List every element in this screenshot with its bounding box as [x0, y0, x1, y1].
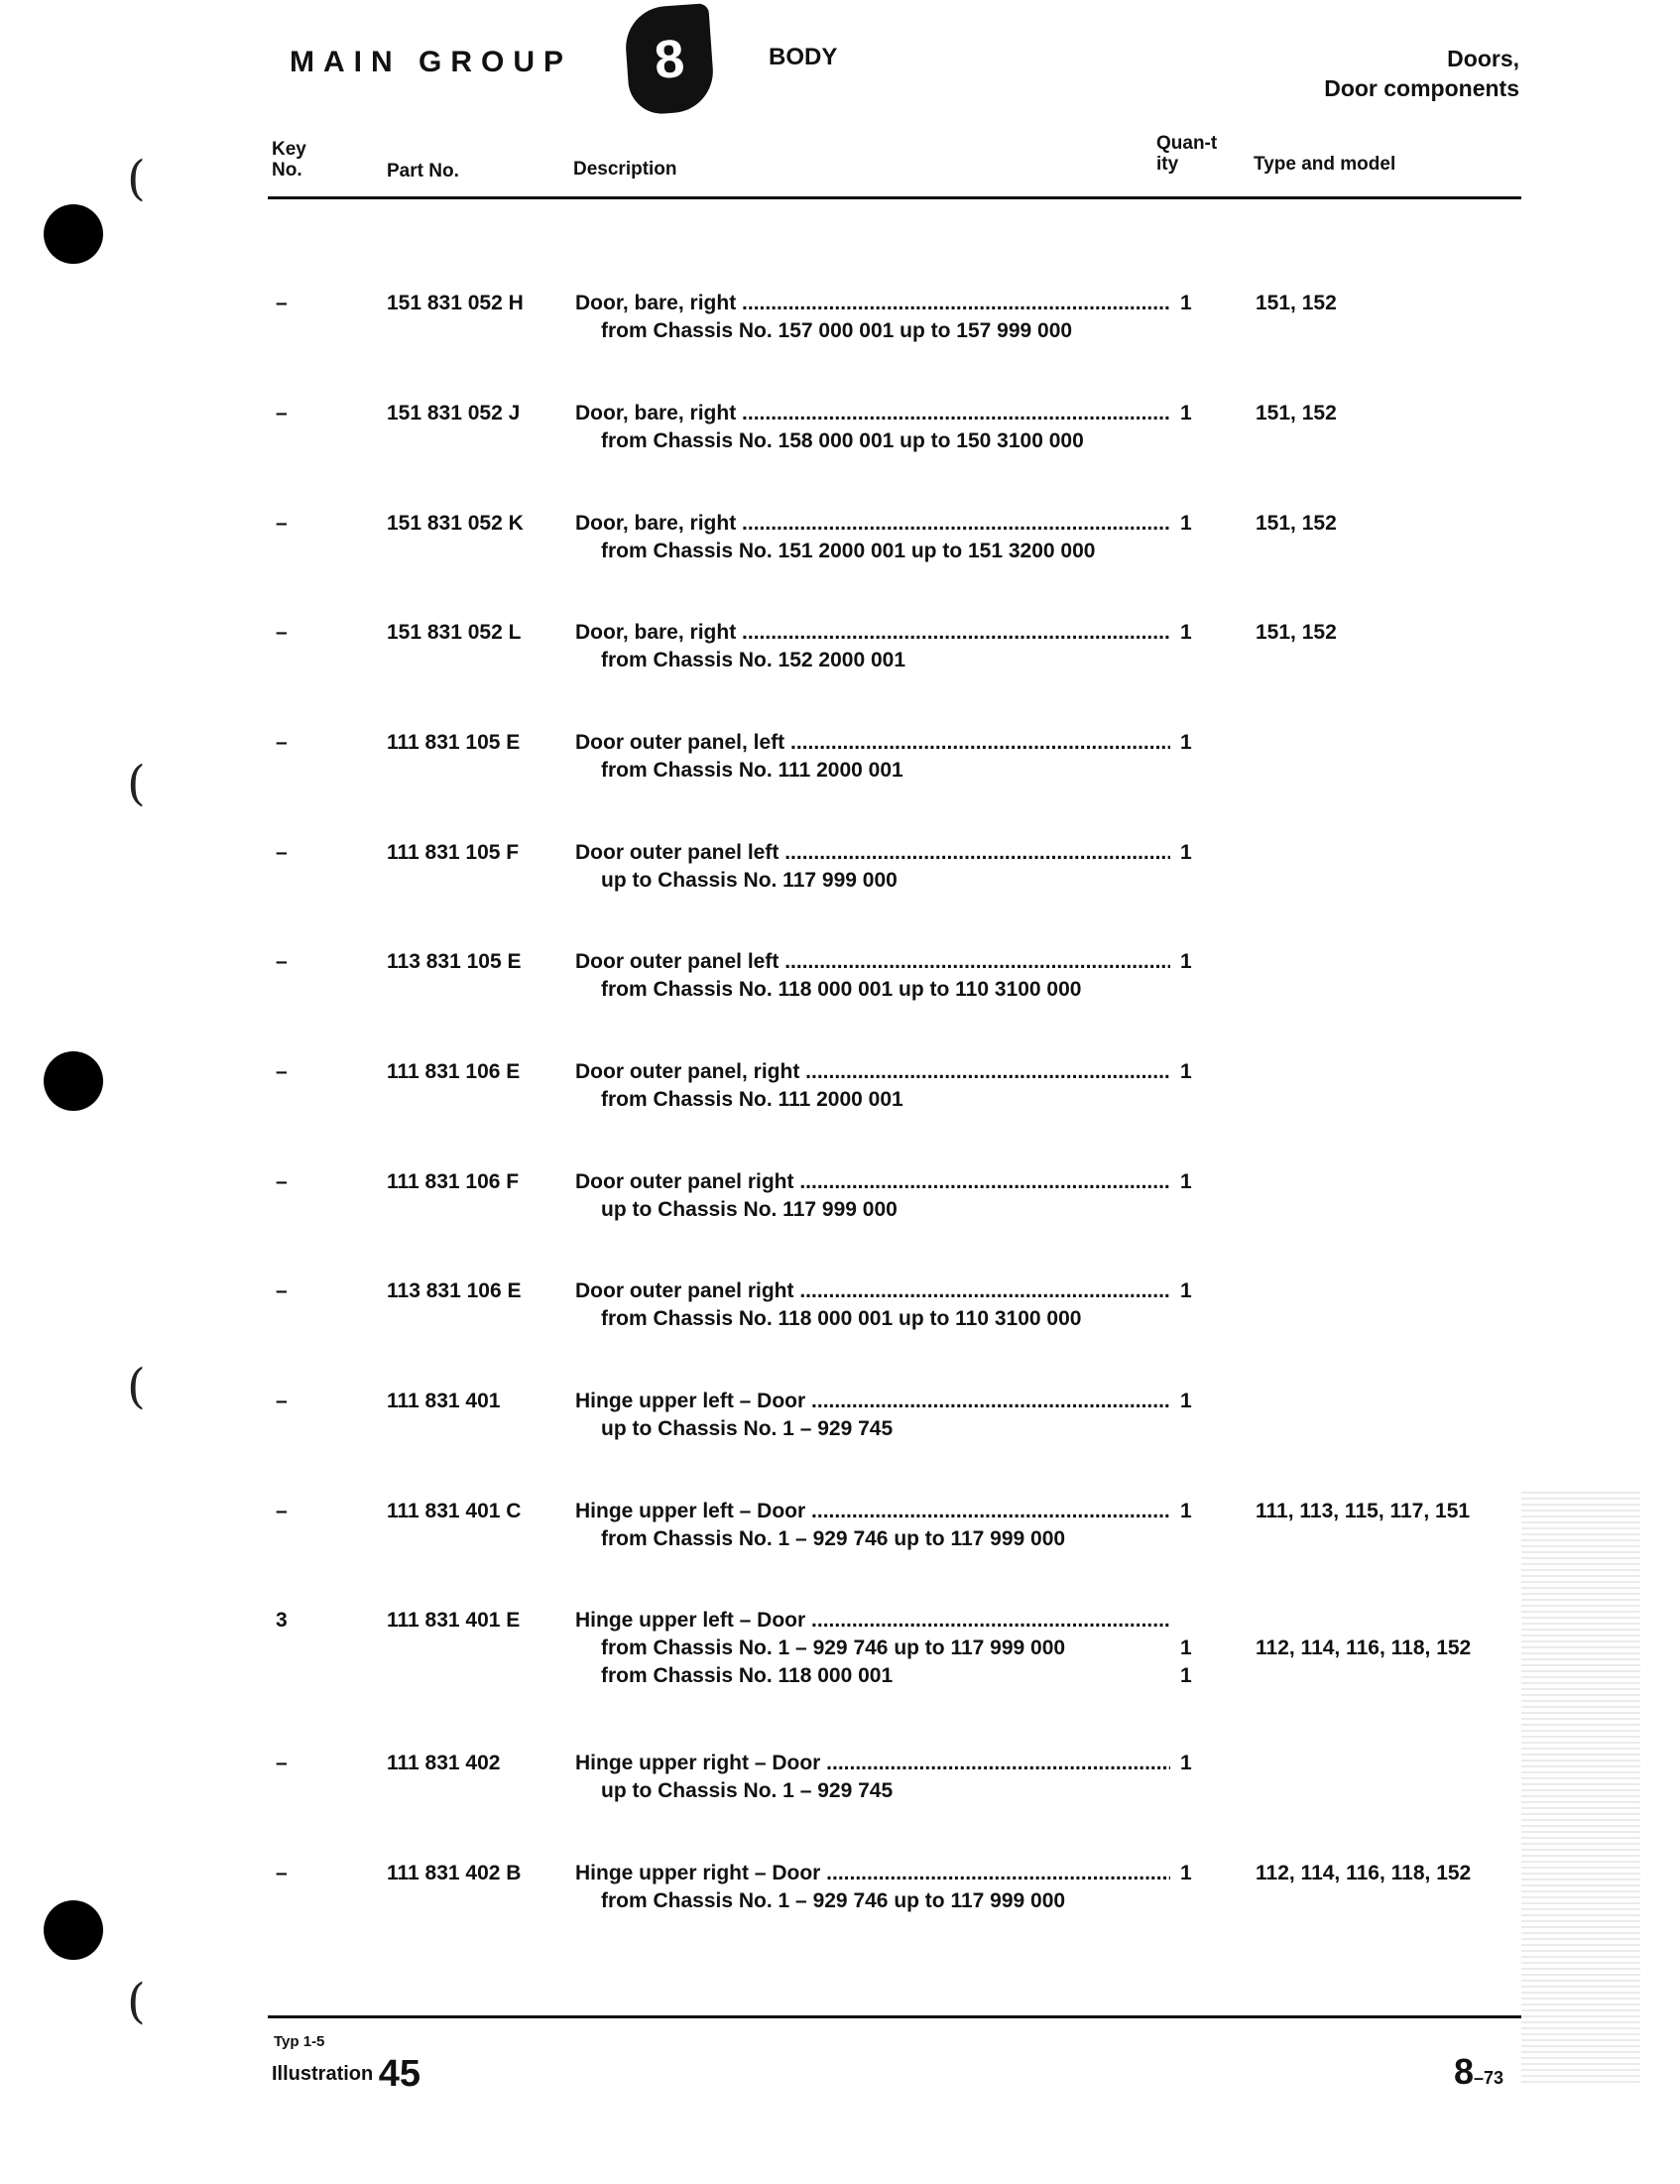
description-text: Door, bare, right .....	[575, 621, 1170, 644]
type-and-model: 112, 114, 116, 118, 152	[1256, 1862, 1472, 1884]
description-main	[575, 619, 1170, 647]
type-and-model: 151, 152	[1256, 402, 1337, 425]
chassis-range: from Chassis No. 158 000 001 up to 150 3100 000	[601, 429, 1084, 452]
description-main	[575, 1607, 1170, 1635]
description-text: Door outer panel left .....	[575, 950, 1170, 973]
binder-mark: (	[127, 1359, 146, 1414]
page-number-suffix: –73	[1474, 2068, 1504, 2088]
type-and-model: 151, 152	[1256, 621, 1337, 644]
quantity	[1180, 1277, 1192, 1305]
quantity	[1180, 290, 1192, 317]
binder-mark: (	[127, 151, 146, 206]
description-main	[575, 1750, 1170, 1777]
description	[575, 400, 1170, 455]
key-number: –	[276, 1060, 288, 1083]
column-header-key-no: Key No.	[272, 139, 306, 181]
key-number: –	[276, 1170, 288, 1193]
part-number: 113 831 106 E	[387, 1279, 522, 1302]
description	[575, 1388, 1170, 1443]
quantity	[1180, 729, 1192, 757]
quantity-value: 1	[1180, 1170, 1192, 1193]
part-number: 151 831 052 L	[387, 621, 522, 644]
chassis-range: from Chassis No. 1 – 929 746 up to 117 999 000	[601, 1889, 1066, 1912]
description-text: Hinge upper right – Door .....	[575, 1862, 1170, 1884]
description-text: Hinge upper left – Door .....	[575, 1390, 1170, 1412]
chassis-range: from Chassis No. 151 2000 001 up to 151 3200 000	[601, 540, 1096, 562]
part-number: 111 831 402	[387, 1752, 501, 1774]
chassis-range: up to Chassis No. 117 999 000	[601, 1198, 898, 1221]
chassis-range: from Chassis No. 1 – 929 746 up to 117 999 000	[601, 1527, 1066, 1550]
description-text: Hinge upper left – Door .....	[575, 1500, 1170, 1522]
key-number: –	[276, 402, 288, 425]
part-number: 111 831 106 F	[387, 1170, 520, 1193]
quantity-value: 1	[1180, 841, 1192, 864]
quantity-value: 1	[1180, 1862, 1192, 1884]
description	[575, 1860, 1170, 1915]
quantity	[1180, 839, 1192, 867]
key-number: –	[276, 731, 288, 754]
description-text: Door outer panel left .....	[575, 841, 1170, 864]
key-number: –	[276, 621, 288, 644]
key-number: –	[276, 841, 288, 864]
quantity	[1180, 400, 1192, 427]
key-number: –	[276, 1862, 288, 1884]
type-and-model: 151, 152	[1256, 292, 1337, 314]
type-and-model: 111, 113, 115, 117, 151	[1256, 1500, 1471, 1522]
part-number: 111 831 401	[387, 1390, 501, 1412]
quantity-value: 1	[1180, 950, 1192, 973]
typ-label: Typ 1-5	[274, 2033, 325, 2050]
binder-mark: (	[127, 1974, 146, 2029]
description	[575, 1498, 1170, 1553]
part-number: 151 831 052 J	[387, 402, 521, 425]
description-main	[575, 729, 1170, 757]
footer-divider	[268, 2015, 1521, 2018]
description-text: Door outer panel, right .....	[575, 1060, 1170, 1083]
type-and-model: 151, 152	[1256, 512, 1337, 535]
key-number: –	[276, 950, 288, 973]
quantity-value: 1	[1180, 731, 1192, 754]
quantity	[1180, 510, 1192, 538]
description	[575, 619, 1170, 674]
chassis-range: from Chassis No. 157 000 001 up to 157 999 000	[601, 319, 1073, 342]
part-number: 111 831 105 F	[387, 841, 520, 864]
quantity-value: 1	[1180, 1752, 1192, 1774]
description	[575, 948, 1170, 1004]
quantity-value: 1	[1180, 1279, 1192, 1302]
part-number: 113 831 105 E	[387, 950, 522, 973]
part-number: 151 831 052 H	[387, 292, 524, 314]
description	[575, 729, 1170, 785]
key-number: –	[276, 512, 288, 535]
section-title: BODY	[769, 44, 838, 70]
main-group-label: MAIN GROUP	[290, 46, 572, 78]
chassis-range: from Chassis No. 118 000 001	[601, 1664, 894, 1687]
description	[575, 290, 1170, 345]
part-number: 151 831 052 K	[387, 512, 524, 535]
key-number: –	[276, 1279, 288, 1302]
quantity	[1180, 619, 1192, 647]
header-divider	[268, 196, 1521, 199]
illustration-reference	[272, 2053, 420, 2096]
description-main	[575, 1168, 1170, 1196]
punch-hole-middle	[44, 1051, 103, 1111]
subsection-line-2: Door components	[1324, 75, 1519, 101]
quantity	[1180, 1607, 1192, 1690]
description-main	[575, 290, 1170, 317]
description-main	[575, 1498, 1170, 1525]
description-main	[575, 839, 1170, 867]
quantity	[1180, 1750, 1192, 1777]
part-number: 111 831 401 C	[387, 1500, 522, 1522]
quantity	[1180, 948, 1192, 976]
description	[575, 839, 1170, 895]
chassis-range: from Chassis No. 118 000 001 up to 110 3100 000	[601, 1307, 1082, 1330]
key-number: 3	[276, 1609, 288, 1632]
chassis-range: from Chassis No. 118 000 001 up to 110 3100 000	[601, 978, 1082, 1001]
description-main	[575, 400, 1170, 427]
description-main	[575, 1388, 1170, 1415]
description-text: Hinge upper right – Door .....	[575, 1752, 1170, 1774]
chassis-range: from Chassis No. 111 2000 001	[601, 1088, 903, 1111]
description	[575, 1168, 1170, 1224]
description-text: Door, bare, right .....	[575, 402, 1170, 425]
quantity-value: 1	[1180, 1390, 1192, 1412]
chassis-range: from Chassis No. 152 2000 001	[601, 649, 906, 671]
key-number: –	[276, 1752, 288, 1774]
binder-mark: (	[127, 756, 146, 811]
quantity-value: 1	[1180, 1060, 1192, 1083]
description-text: Door outer panel right .....	[575, 1170, 1170, 1193]
column-header-quantity: Quan-tity	[1156, 133, 1218, 175]
group-number-badge: 8	[623, 3, 715, 116]
quantity-value: 1	[1180, 402, 1192, 425]
quantity	[1180, 1388, 1192, 1415]
chassis-range: up to Chassis No. 1 – 929 745	[601, 1779, 894, 1802]
subsection-line-1: Doors,	[1447, 46, 1519, 71]
part-number: 111 831 402 B	[387, 1862, 522, 1884]
quantity	[1180, 1860, 1192, 1887]
description-text: Door, bare, right .....	[575, 292, 1170, 314]
part-number: 111 831 105 E	[387, 731, 521, 754]
chassis-range: up to Chassis No. 117 999 000	[601, 869, 898, 892]
description	[575, 1750, 1170, 1805]
description	[575, 1058, 1170, 1114]
column-header-type-model: Type and model	[1254, 154, 1396, 175]
quantity-value: 1	[1180, 1664, 1192, 1687]
page-number-main: 8	[1454, 2051, 1475, 2092]
chassis-range: up to Chassis No. 1 – 929 745	[601, 1417, 894, 1440]
page-number	[1454, 2051, 1503, 2093]
description-main	[575, 1277, 1170, 1305]
quantity-value: 1	[1180, 512, 1192, 535]
description	[575, 510, 1170, 565]
quantity	[1180, 1168, 1192, 1196]
description-text: Hinge upper left – Door .....	[575, 1609, 1170, 1632]
part-number: 111 831 401 E	[387, 1609, 521, 1632]
description-text: Door outer panel right .....	[575, 1279, 1170, 1302]
quantity-value: 1	[1180, 621, 1192, 644]
description-text: Door outer panel, left .....	[575, 731, 1170, 754]
description-main	[575, 1860, 1170, 1887]
quantity-value: 1	[1180, 1500, 1192, 1522]
part-number: 111 831 106 E	[387, 1060, 521, 1083]
key-number: –	[276, 292, 288, 314]
quantity-value: 1	[1180, 1637, 1192, 1659]
quantity	[1180, 1498, 1192, 1525]
description	[575, 1277, 1170, 1333]
description-text: Door, bare, right .....	[575, 512, 1170, 535]
chassis-range: from Chassis No. 111 2000 001	[601, 759, 903, 782]
chassis-range: from Chassis No. 1 – 929 746 up to 117 999 000	[601, 1637, 1066, 1659]
description-main	[575, 1058, 1170, 1086]
scan-noise	[1521, 1488, 1640, 2083]
subsection-title	[1324, 44, 1519, 103]
quantity-value: 1	[1180, 292, 1192, 314]
quantity	[1180, 1058, 1192, 1086]
description-main	[575, 510, 1170, 538]
punch-hole-top	[44, 204, 103, 264]
description	[575, 1607, 1170, 1690]
punch-hole-bottom	[44, 1900, 103, 1960]
description-main	[575, 948, 1170, 976]
key-number: –	[276, 1390, 288, 1412]
column-header-description: Description	[573, 159, 677, 180]
quantity-value	[1180, 1607, 1192, 1635]
key-number: –	[276, 1500, 288, 1522]
column-header-part-no: Part No.	[387, 161, 459, 182]
type-and-model: 112, 114, 116, 118, 152	[1256, 1637, 1472, 1659]
illustration-number: 45	[378, 2053, 421, 2095]
illustration-label: Illustration	[272, 2063, 374, 2085]
